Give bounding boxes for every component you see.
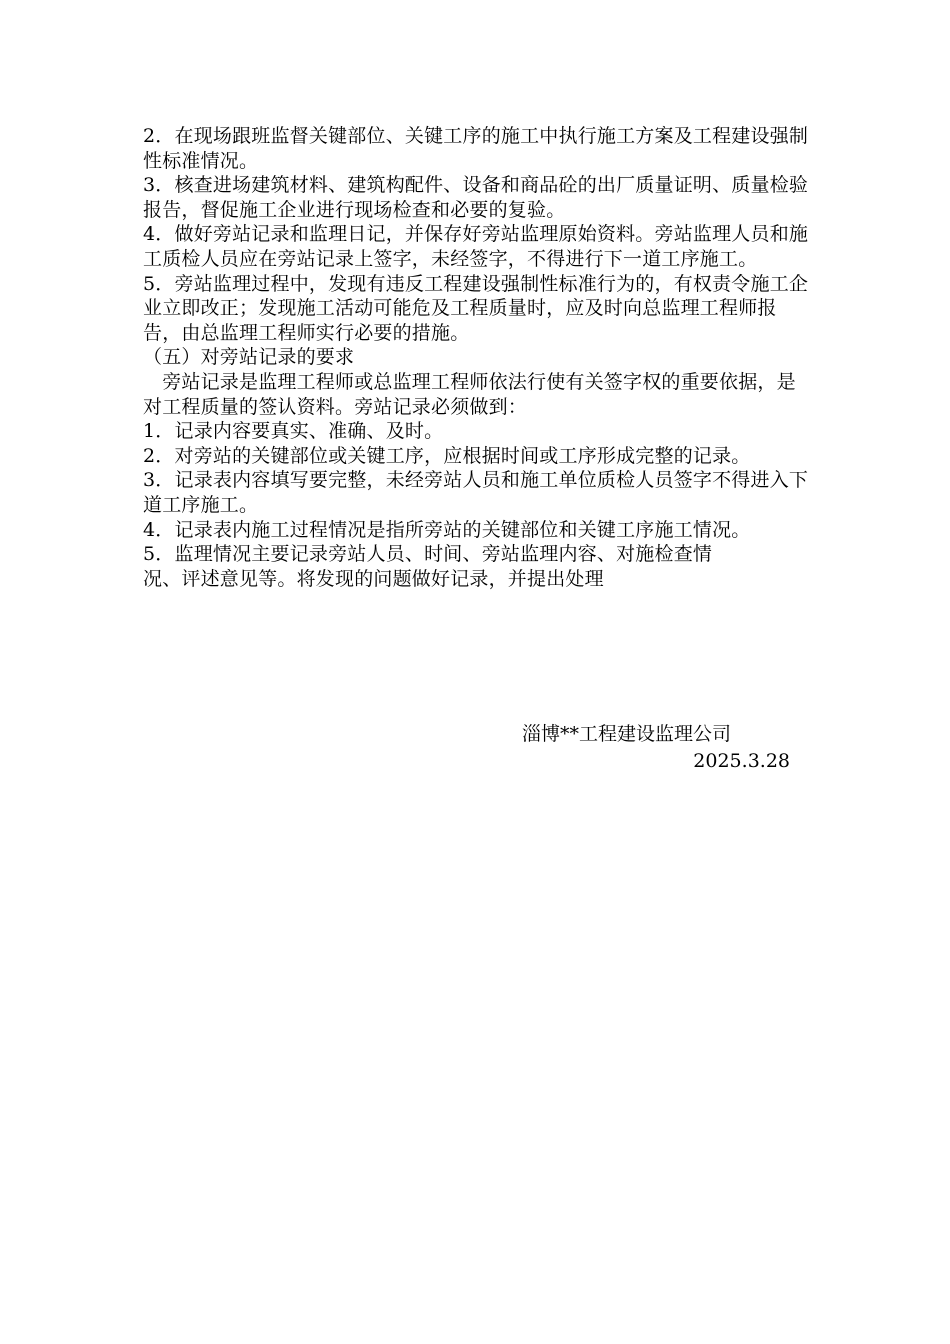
document-body: [143, 124, 811, 591]
section-intro: 旁站记录是监理工程师或总监理工程师依法行使有关签字权的重要依据，是对工程质量的签认资料。旁站记录必须做到：: [143, 370, 796, 418]
requirement-item-2: 2．对旁站的关键部位或关键工序，应根据时间或工序形成完整的记录。: [143, 444, 751, 467]
paragraph-item-5: 5．旁站监理过程中，发现有违反工程建设强制性标准行为的，有权责令施工企业立即改正；发现施工活动可能危及工程质量时，应及时向总监理工程师报告，由总监理工程师实行必要的措施。: [143, 272, 809, 344]
signature-date: 2025.3.28: [693, 750, 790, 772]
requirement-item-4: 4．记录表内施工过程情况是指所旁站的关键部位和关键工序施工情况。: [143, 518, 751, 541]
paragraph-item-2: 2．在现场跟班监督关键部位、关键工序的施工中执行施工方案及工程建设强制性标准情况。: [143, 125, 809, 172]
requirement-item-3: 3．记录表内容填写要完整，未经旁站人员和施工单位质检人员签字不得进入下道工序施工。: [143, 469, 809, 516]
signature-company: 淄博**工程建设监理公司: [522, 723, 732, 745]
signature-block: [522, 721, 792, 775]
section-heading: （五）对旁站记录的要求: [143, 346, 355, 369]
requirement-item-5: 5．监理情况主要记录旁站人员、时间、旁站监理内容、对施检查情况、评述意见等。将发现的问题做好记录，并提出处理: [143, 543, 713, 590]
requirement-item-1: 1．记录内容要真实、准确、及时。: [143, 420, 444, 443]
paragraph-item-3: 3．核查进场建筑材料、建筑构配件、设备和商品砼的出厂质量证明、质量检验报告，督促施工企业进行现场检查和必要的复验。: [143, 174, 809, 221]
paragraph-item-4: 4．做好旁站记录和监理日记，并保存好旁站监理原始资料。旁站监理人员和施工质检人员应在旁站记录上签字，未经签字，不得进行下一道工序施工。: [143, 223, 809, 270]
